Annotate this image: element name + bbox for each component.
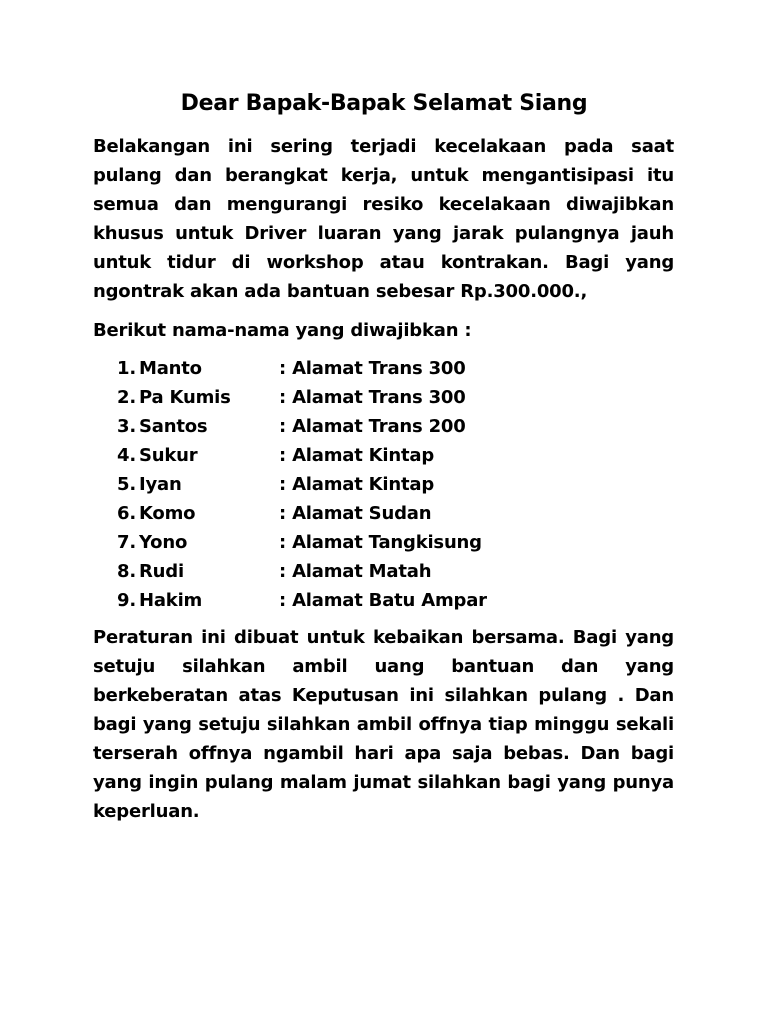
driver-address: : Alamat Kintap: [279, 445, 435, 466]
list-intro: Berikut nama-nama yang diwajibkan :: [93, 320, 472, 341]
driver-list: [117, 354, 677, 615]
intro-paragraph: Belakangan ini sering terjadi kecelakaan pada saat pulang dan berangkat kerja, untuk mengantisipasi itu semua dan mengurangi resiko kecelakaan diwajibkan khusus untuk Driver luaran yang jarak pulangnya jauh untuk tidur di workshop atau kontrakan. Bagi yang ngontrak akan ada bantuan sebesar Rp.300.000.,: [93, 136, 674, 302]
driver-address: : Alamat Sudan: [279, 503, 432, 524]
driver-address: : Alamat Matah: [279, 561, 432, 582]
driver-name: Rudi: [139, 561, 184, 582]
list-item: [117, 528, 677, 557]
list-item: [117, 470, 677, 499]
item-number: 7.: [117, 532, 136, 553]
list-item: [117, 499, 677, 528]
item-number: 4.: [117, 445, 136, 466]
item-number: 8.: [117, 561, 136, 582]
list-item: [117, 441, 677, 470]
list-item: [117, 557, 677, 586]
driver-name: Pa Kumis: [139, 387, 231, 408]
driver-name: Komo: [139, 503, 196, 524]
driver-address: : Alamat Batu Ampar: [279, 590, 487, 611]
driver-name: Yono: [139, 532, 188, 553]
driver-address: : Alamat Kintap: [279, 474, 435, 495]
list-item: [117, 412, 677, 441]
driver-name: Iyan: [139, 474, 182, 495]
list-item: [117, 354, 677, 383]
item-number: 1.: [117, 358, 136, 379]
driver-name: Manto: [139, 358, 202, 379]
item-number: 6.: [117, 503, 136, 524]
driver-name: Hakim: [139, 590, 203, 611]
list-item: [117, 586, 677, 615]
document-title: Dear Bapak-Bapak Selamat Siang: [180, 91, 588, 116]
driver-address: : Alamat Tangkisung: [279, 532, 482, 553]
driver-address: : Alamat Trans 300: [279, 387, 466, 408]
driver-name: Santos: [139, 416, 208, 437]
driver-address: : Alamat Trans 300: [279, 358, 466, 379]
item-number: 9.: [117, 590, 136, 611]
driver-name: Sukur: [139, 445, 198, 466]
item-number: 3.: [117, 416, 136, 437]
driver-address: : Alamat Trans 200: [279, 416, 466, 437]
closing-paragraph: Peraturan ini dibuat untuk kebaikan bersama. Bagi yang setuju silahkan ambil uang bantuan dan yang berkeberatan atas Keputusan ini silahkan pulang . Dan bagi yang setuju silahkan ambil offnya tiap minggu sekali terserah offnya ngambil hari apa saja bebas. Dan bagi yang ingin pulang malam jumat silahkan bagi yang punya keperluan.: [93, 627, 674, 822]
item-number: 5.: [117, 474, 136, 495]
list-item: [117, 383, 677, 412]
item-number: 2.: [117, 387, 136, 408]
